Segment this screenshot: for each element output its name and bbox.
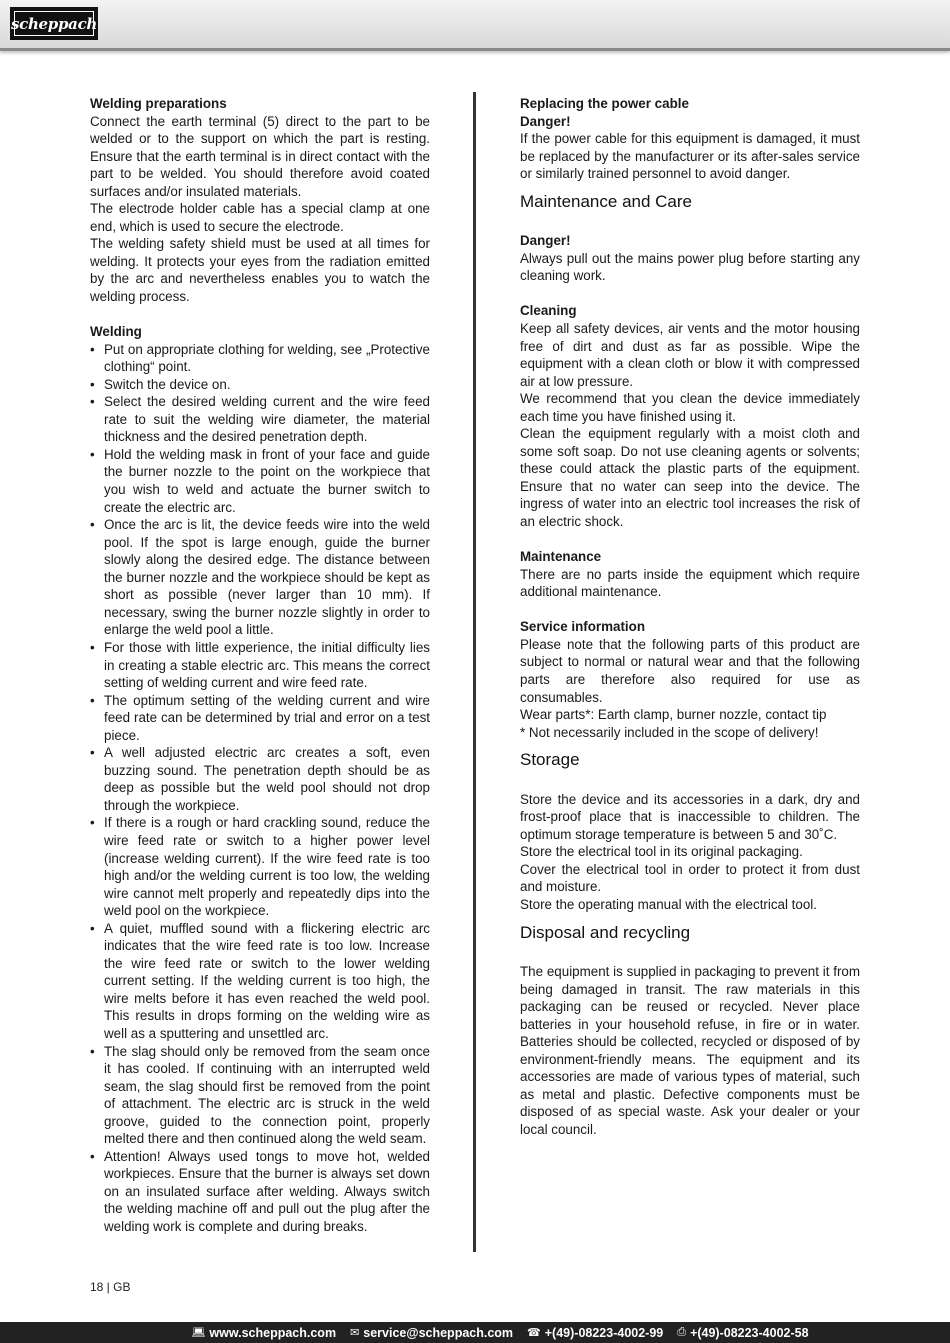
storage-heading: Storage [520, 750, 580, 770]
maintenance-care-heading: Maintenance and Care [520, 191, 693, 211]
header-bar [0, 0, 950, 51]
storage-paragraph: Store the operating manual with the electrical tool. [520, 896, 817, 912]
list-item: • Hold the welding mask in front of your face and guide the burner nozzle to the point on the workpiece that you wish to weld and actuate the burner switch to create the electric arc. [90, 446, 430, 516]
maintenance-heading: Maintenance [520, 549, 602, 565]
danger-label: Danger! [520, 113, 571, 129]
scheppach-logo [10, 7, 98, 40]
list-item: • Switch the device on. [90, 376, 430, 394]
service-paragraph: Wear parts*: Earth clamp, burner nozzle, contact tip [520, 707, 827, 723]
service-paragraph: * Not necessarily included in the scope of delivery! [520, 724, 819, 740]
cleaning-paragraph: Clean the equipment regularly with a moist cloth and some soft soap. Do not use cleaning agents or solvents; these could attack the plastic parts of the equipment. Ensure that no water can seep into the device. The ingress of water into an electric tool increases the risk of an electric shock. [520, 426, 860, 530]
email-icon: ✉ [350, 1327, 360, 1339]
storage-paragraph: Store the electrical tool in its original packaging. [520, 844, 803, 860]
email-link[interactable]: service@scheppach.com [363, 1325, 514, 1340]
welding-prep-paragraph: The electrode holder cable has a special clamp at one end, which is used to secure the electrode. [90, 201, 430, 234]
list-item: • Once the arc is lit, the device feeds wire into the weld pool. If the spot is large enough, guide the burner slowly along the desired edge. The distance between the burner nozzle and the workpiece should be kept as short as possible (never larger than 10 mm). If necessary, swing the burner nozzle slightly in order to enlarge the weld pool a little. [90, 516, 430, 639]
list-item: • The slag should only be removed from the seam once it has cooled. If continuing with an interrupted weld seam, the slag should first be removed from the point of attachment. The electric arc is struck in the weld groove, guided to the connection point, properly melted there and then continued along the weld seam. [90, 1043, 430, 1148]
welding-prep-paragraph: Connect the earth terminal (5) direct to the part to be welded or to the support on which the part is resting. Ensure that the earth terminal is in direct contact with the part to be welded. You should therefore avoid coated surfaces and/or insulated materials. [90, 113, 430, 199]
power-cable-heading: Replacing the power cable [520, 96, 689, 111]
welding-prep-paragraph: The welding safety shield must be used at all times for welding. It protects your eyes from the radiation emitted by the arc and nevertheless enables you to watch the welding process. [90, 236, 430, 305]
list-item: • A well adjusted electric arc creates a soft, even buzzing sound. The penetration depth should be as deep as possible but the weld pool should not drop through the workpiece. [90, 744, 430, 814]
danger-label: Danger! [520, 233, 571, 249]
welding-preparations-heading: Welding preparations [90, 96, 227, 111]
power-cable-text: If the power cable for this equipment is damaged, it must be replaced by the manufacturer or its after-sales service or similarly trained personnel to avoid danger. [520, 131, 860, 182]
fax-number: +(49)-08223-4002-58 [690, 1325, 809, 1340]
column-divider [473, 92, 476, 1252]
website-link[interactable]: www.scheppach.com [209, 1325, 337, 1340]
service-paragraph: Please note that the following parts of this product are subject to normal or natural wear and that the following parts are therefore also required for use as consumables. [520, 636, 860, 705]
logo-text: scheppach [14, 11, 94, 36]
fax-icon: ⎙ [677, 1326, 687, 1338]
service-info-heading: Service information [520, 619, 646, 635]
disposal-heading: Disposal and recycling [520, 922, 691, 942]
cleaning-heading: Cleaning [520, 303, 577, 319]
storage-paragraph: Cover the electrical tool in order to protect it from dust and moisture. [520, 861, 860, 895]
list-item: • Put on appropriate clothing for welding, see „Protective clothing“ point. [90, 341, 430, 376]
list-item: • If there is a rough or hard crackling sound, reduce the wire feed rate or switch to a higher power level (increase welding current). If the wire feed rate is too high and/or the welding current is too low, the welding wire cannot melt properly and repeatedly dips into the weld pool on the workpiece. [90, 814, 430, 919]
list-item: • For those with little experience, the initial difficulty lies in creating a stable electric arc. This means the correct setting of welding current and wire feed rate. [90, 639, 430, 692]
cleaning-paragraph: We recommend that you clean the device immediately each time you have finished using it. [520, 391, 860, 424]
disposal-text: The equipment is supplied in packaging to prevent it from being damaged in transit. The raw materials in this packaging can be reused or recycled. Never place batteries in your household refuse, in fire or in water. Batteries should be collected, recycled or disposed of by environment-friendly means. The equipment and its accessories are made of various types of material, such as metal and plastic. Defective components must be disposed of as special waste. Ask your dealer or your local council. [520, 964, 860, 1137]
storage-paragraph: Store the device and its accessories in a dark, dry and frost-proof place that is inaccessible to children. The optimum storage temperature is between 5 and 30˚C. [520, 791, 860, 842]
right-column [520, 95, 860, 1139]
footer-bar [0, 1322, 950, 1343]
list-item: • Attention! Always used tongs to move hot, welded workpieces. Ensure that the burner is always set down on an insulated surface after welding. Always switch the welding machine off and pull out the plug after the welding work is complete and during breaks. [90, 1148, 430, 1236]
list-item: • A quiet, muffled sound with a flickering electric arc indicates that the wire feed rate is too low. Increase the wire feed rate or switch to the lower welding current setting. If the welding current is too high, the wire melts before it has even reached the weld pool. This results in drops forming on the welding wire as well as a sputtering and unsettled arc. [90, 920, 430, 1043]
list-item: • Select the desired welding current and the wire feed rate to suit the welding wire diameter, the material thickness and the desired penetration depth. [90, 393, 430, 446]
page-number: 18 | GB [90, 1280, 131, 1294]
phone-number: +(49)-08223-4002-99 [544, 1325, 664, 1340]
list-item: • The optimum setting of the welding current and wire feed rate can be determined by trial and error on a test piece. [90, 692, 430, 745]
cleaning-paragraph: Keep all safety devices, air vents and the motor housing free of dirt and dust as far as possible. Wipe the equipment with a clean cloth or blow it with compressed air at low pressure. [520, 321, 860, 389]
welding-heading: Welding [90, 324, 142, 340]
maintenance-care-text: Always pull out the mains power plug before starting any cleaning work. [520, 250, 860, 284]
computer-icon: 💻︎ [191, 1327, 206, 1339]
left-column [90, 95, 430, 1236]
welding-steps-list [90, 341, 430, 1236]
phone-icon: ☎ [527, 1327, 541, 1339]
maintenance-text: There are no parts inside the equipment which require additional maintenance. [520, 566, 860, 600]
